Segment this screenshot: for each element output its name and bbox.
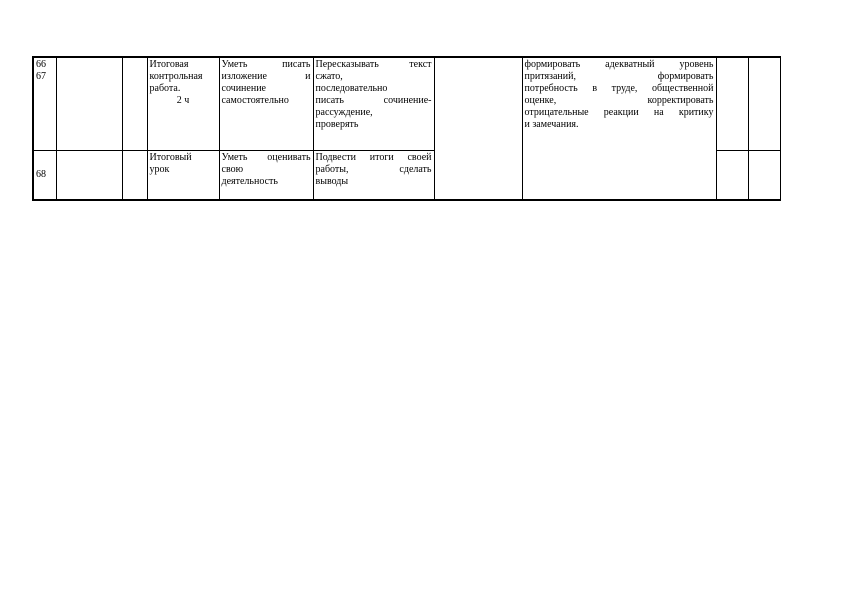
lesson-number-cell [33,57,56,151]
skill-line: изложение и [221,71,311,82]
empty-cell [434,57,522,200]
lesson-number: 68 [36,169,46,180]
skill-line: самостоятельно [221,95,289,106]
topic-line: работа. [149,83,181,94]
topic-line: урок [149,164,170,175]
empty-cell [716,57,748,151]
topic-cell [147,151,219,201]
personal-line: отрицательные реакции на критику [524,107,714,118]
empty-cell [56,151,122,201]
skill-cell [219,57,313,151]
activity-line: рассуждение, [315,107,373,118]
lesson-number-cell [33,151,56,201]
activity-line: сжато, [315,71,343,82]
empty-cell [122,57,147,151]
table-row [33,57,780,151]
personal-line: потребность в труде, общественной [524,83,714,94]
personal-line: и замечания. [524,119,579,130]
personal-line: формировать адекватный уровень [524,59,714,70]
topic-line: Итоговая [149,59,189,70]
topic-line: Итоговый [149,152,192,163]
lesson-number: 67 [36,71,46,82]
activity-line: последовательно [315,83,388,94]
personal-results-cell [522,57,716,200]
personal-line: оценке, корректировать [524,95,714,106]
skill-line: деятельность [221,176,278,187]
activity-line: Пересказывать текст [315,59,432,70]
skill-cell [219,151,313,201]
skill-line: свою [221,164,244,175]
skill-line: сочинение [221,83,266,94]
lesson-number: 66 [36,59,46,70]
empty-cell [748,151,780,201]
activity-cell [313,57,434,151]
activity-line: писать сочинение- [315,95,432,106]
empty-cell [716,151,748,201]
lesson-plan-table [32,56,781,201]
activity-line: выводы [315,176,349,187]
empty-cell [748,57,780,151]
topic-cell [147,57,219,151]
topic-line: контрольная [149,71,203,82]
activity-line: работы, сделать [315,164,432,175]
activity-line: проверять [315,119,359,130]
personal-line: притязаний, формировать [524,71,714,82]
empty-cell [122,151,147,201]
activity-cell [313,151,434,201]
skill-line: Уметь писать [221,59,311,70]
hours-label: 2 ч [176,95,190,106]
skill-line: Уметь оценивать [221,152,311,163]
empty-cell [56,57,122,151]
activity-line: Подвести итоги своей [315,152,432,163]
